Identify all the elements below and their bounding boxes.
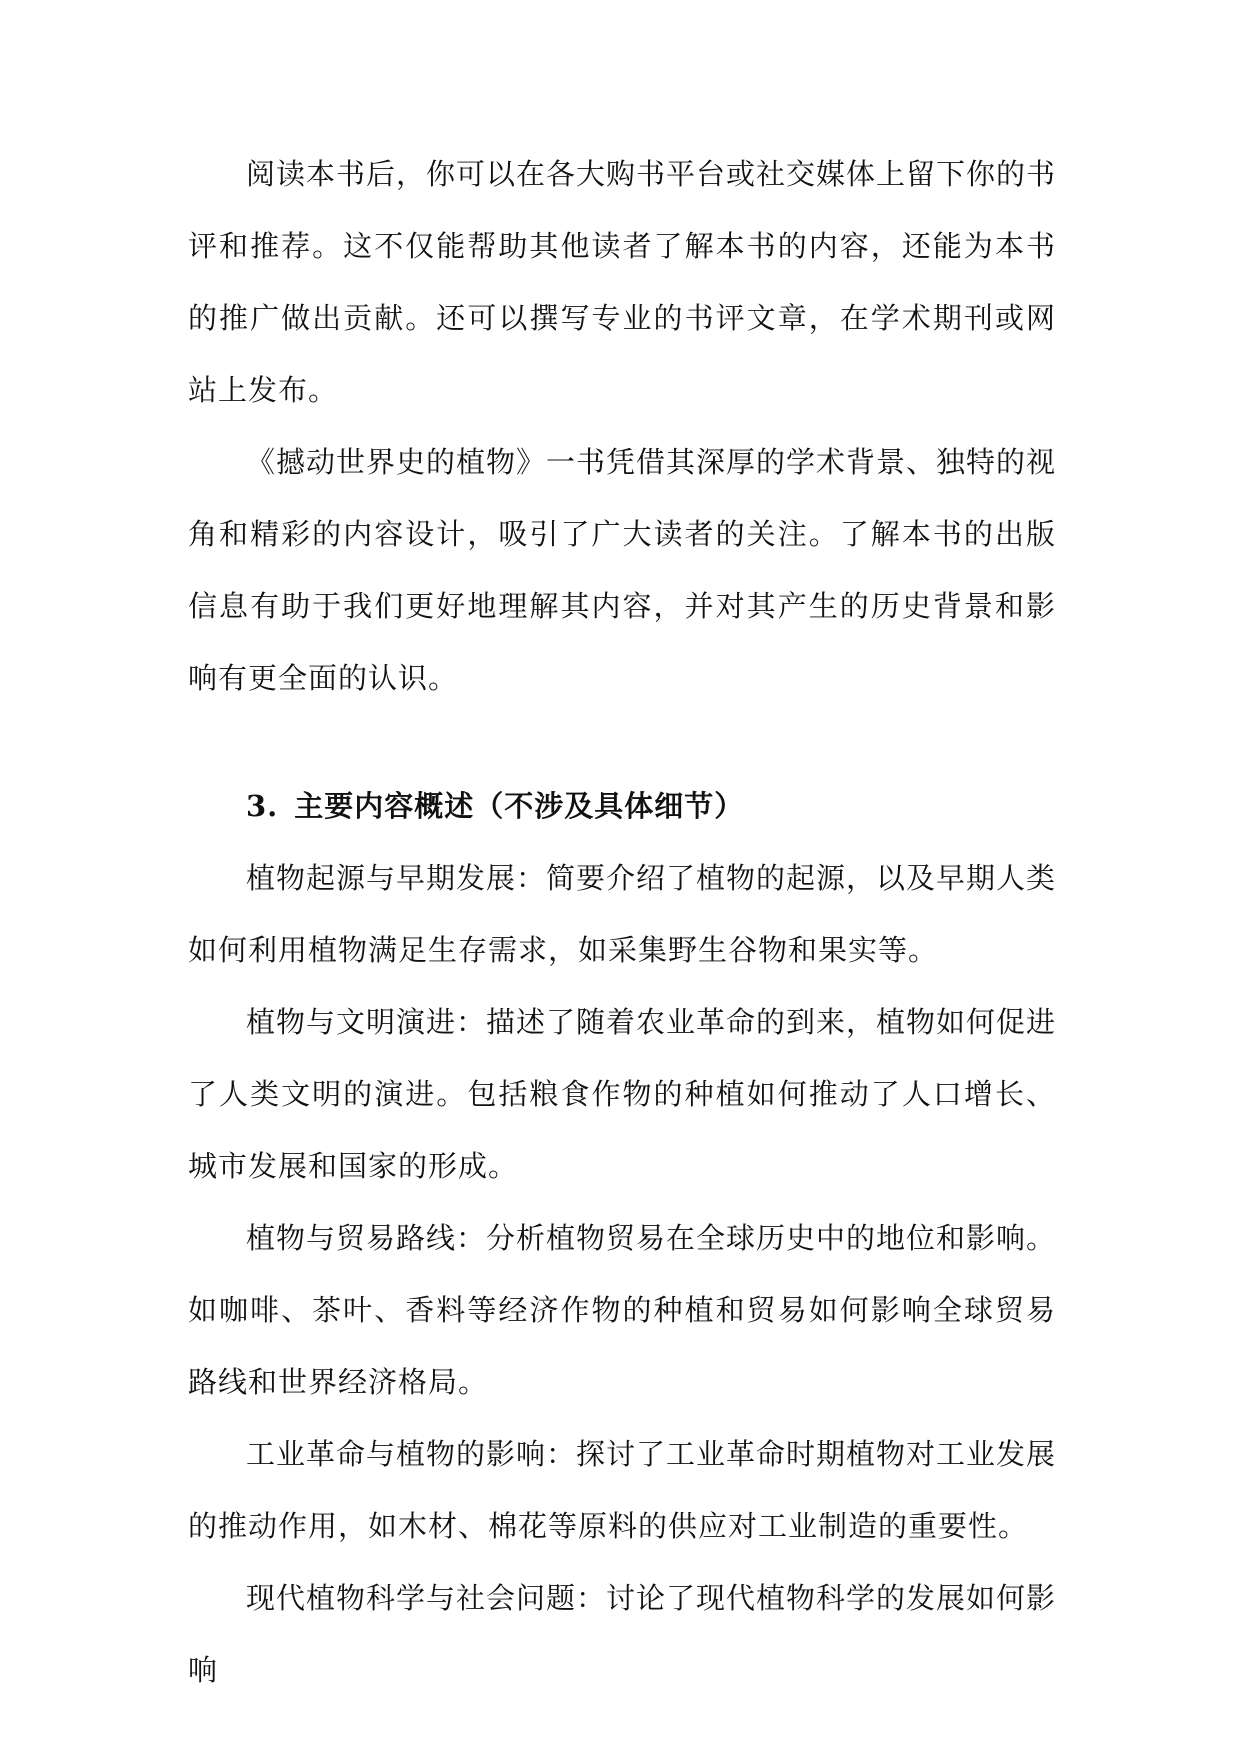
paragraph-modern-plant-science: 现代植物科学与社会问题：讨论了现代植物科学的发展如何影响: [188, 1581, 1057, 1687]
document-body: [188, 138, 1056, 1706]
paragraph-trade-routes: 植物与贸易路线：分析植物贸易在全球历史中的地位和影响。如咖啡、茶叶、香料等经济作物的种植和贸易如何影响全球贸易路线和世界经济格局。: [188, 1221, 1057, 1399]
paragraph-plant-origin: 植物起源与早期发展：简要介绍了植物的起源，以及早期人类如何利用植物满足生存需求，如采集野生谷物和果实等。: [188, 861, 1057, 967]
paragraph-book-publication-info: 《撼动世界史的植物》一书凭借其深厚的学术背景、独特的视角和精彩的内容设计，吸引了广大读者的关注。了解本书的出版信息有助于我们更好地理解其内容，并对其产生的历史背景和影响有更全面的认识。: [188, 445, 1057, 695]
section-heading: [188, 770, 1056, 842]
paragraph-civilization: 植物与文明演进：描述了随着农业革命的到来，植物如何促进了人类文明的演进。包括粮食作物的种植如何推动了人口增长、城市发展和国家的形成。: [188, 1005, 1057, 1183]
paragraph-book-review: 阅读本书后，你可以在各大购书平台或社交媒体上留下你的书评和推荐。这不仅能帮助其他读者了解本书的内容，还能为本书的推广做出贡献。还可以撰写专业的书评文章，在学术期刊或网站上发布。: [188, 157, 1057, 407]
paragraph-industrial-revolution: 工业革命与植物的影响：探讨了工业革命时期植物对工业发展的推动作用，如木材、棉花等原料的供应对工业制造的重要性。: [188, 1437, 1057, 1543]
section-title: 主要内容概述（不涉及具体细节）: [294, 789, 745, 823]
section-number: 3.: [246, 789, 279, 823]
